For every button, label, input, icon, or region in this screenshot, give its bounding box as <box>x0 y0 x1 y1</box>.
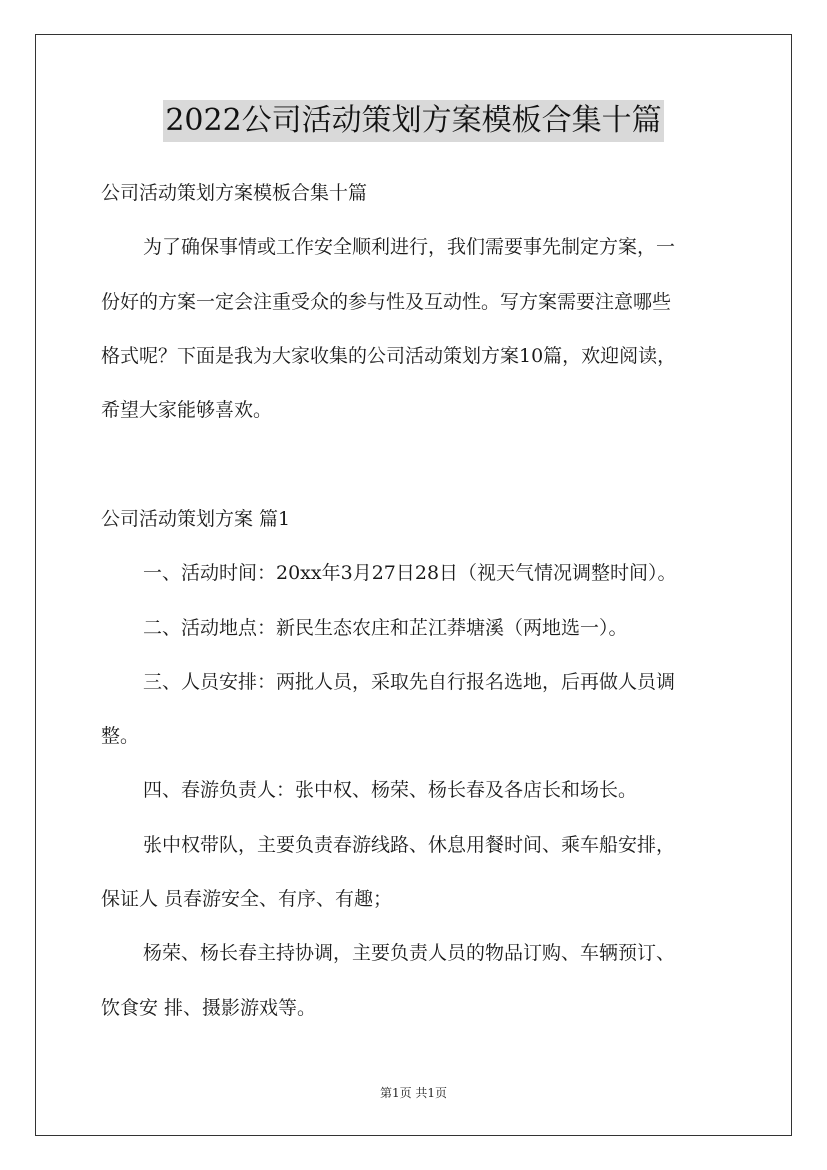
body-line: 整。 <box>101 725 140 747</box>
document-title: 2022公司活动策划方案模板合集十篇 <box>163 100 663 142</box>
intro-line: 格式呢？下面是我为大家收集的公司活动策划方案10篇，欢迎阅读， <box>101 345 677 367</box>
intro-line: 份好的方案一定会注重受众的参与性及互动性。写方案需要注意哪些 <box>101 291 672 313</box>
body-line: 二、活动地点：新民生态农庄和芷江莽塘溪（两地选一）。 <box>143 617 628 639</box>
body-line: 四、春游负责人：张中权、杨荣、杨长春及各店长和场长。 <box>143 779 638 801</box>
body-line: 三、人员安排：两批人员，采取先自行报名选地，后再做人员调 <box>143 671 676 693</box>
intro-line: 为了确保事情或工作安全顺利进行，我们需要事先制定方案，一 <box>143 236 676 258</box>
body-line: 杨荣、杨长春主持协调，主要负责人员的物品订购、车辆预订、 <box>143 942 676 964</box>
body-line: 张中权带队，主要负责春游线路、休息用餐时间、乘车船安排， <box>143 834 676 856</box>
document-subtitle: 公司活动策划方案模板合集十篇 <box>101 182 368 204</box>
page-footer: 第1页 共1页 <box>379 1086 448 1100</box>
body-line: 保证人 员春游安全、有序、有趣； <box>101 888 393 910</box>
intro-line: 希望大家能够喜欢。 <box>101 399 273 421</box>
title-container <box>0 100 827 142</box>
section-heading: 公司活动策划方案 篇1 <box>101 508 291 530</box>
body-line: 一、活动时间：20xx年3月27日28日（视天气情况调整时间）。 <box>143 562 677 584</box>
body-line: 饮食安 排、摄影游戏等。 <box>101 997 317 1019</box>
